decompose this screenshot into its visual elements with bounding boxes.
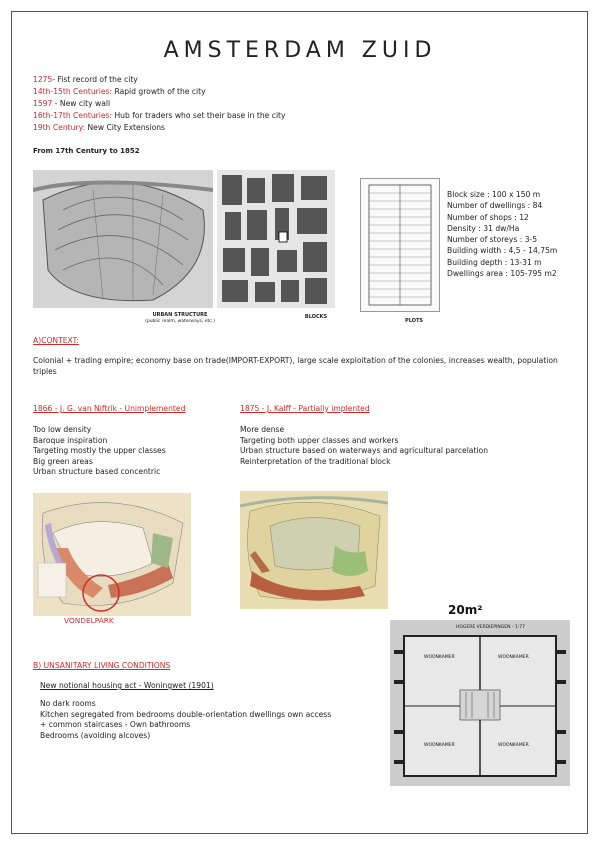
list-item: Big green areas (33, 456, 93, 466)
plan-1875-heading: 1875 - J. Kalff - Partially implented (240, 404, 370, 413)
room-label: WOONKAMER (424, 743, 455, 748)
plan-1866-map (33, 493, 191, 616)
list-item: Reinterpretation of the traditional block (240, 456, 391, 466)
timeline-date: 1275 (33, 75, 53, 84)
list-item: Kitchen segregated from bedrooms double-orientation dwellings own access (40, 709, 332, 719)
list-item: + common staircases - Own bathrooms (40, 720, 191, 729)
context-text: Colonial + trading empire; economy base on trade(IMPORT-EXPORT), large scale exploitation of the colonies, increases wealth, population triples (33, 356, 558, 376)
list-item: Targeting mostly the upper classes (33, 446, 166, 455)
plan-1866-points (33, 425, 233, 478)
urban-subcaption: (public realm, waterways, etc.) (145, 319, 215, 324)
plots-caption: PLOTS (405, 318, 423, 324)
timeline-item (33, 110, 286, 122)
blocks-caption: BLOCKS (304, 314, 328, 320)
stat-line: Building width : 4,5 - 14,75m (447, 246, 558, 256)
stat-line: Number of dwellings : 84 (447, 201, 543, 211)
vondelpark-label: VONDELPARK (64, 616, 114, 625)
list-item: More dense (240, 425, 285, 434)
timeline-text: Hub for traders who set their base in the city (112, 111, 286, 120)
context-heading: A)CONTEXT: (33, 336, 79, 345)
stat-line: Building depth : 13-31 m (447, 257, 542, 267)
floor-plan (390, 620, 570, 786)
floor-plan-area: 20m² (448, 603, 483, 617)
timeline-item (33, 122, 165, 134)
unsanitary-heading: B) UNSANITARY LIVING CONDITIONS (33, 661, 171, 670)
list-item: Targeting both upper classes and workers (240, 435, 399, 445)
timeline-date: 16th-17th Centuries: (33, 111, 113, 120)
floor-plan-header: HOGERE VERDIEPINGEN - 1:77 (456, 625, 526, 630)
period-heading: From 17th Century to 1852 (33, 147, 140, 155)
list-item: Too low density (33, 425, 92, 434)
stat-line: Number of storeys : 3-5 (447, 235, 538, 245)
unsanitary-list (40, 699, 385, 741)
plan-1875-map (240, 491, 388, 609)
room-label: WOONKAMER (498, 655, 529, 660)
timeline-date: 19th Century: (33, 123, 86, 132)
timeline-text: - Fist record of the city (52, 75, 138, 84)
page-title: AMSTERDAM ZUID (163, 38, 437, 63)
timeline-date: 1597 (33, 99, 53, 108)
timeline-item (33, 98, 110, 110)
list-item: Urban structure based on waterways and agricultural parcelation (240, 446, 489, 455)
stat-line: Block size : 100 x 150 m (447, 190, 541, 199)
timeline-text: - New city wall (52, 99, 111, 108)
list-item: Urban structure based concentric (33, 467, 161, 476)
stat-line: Number of shops : 12 (447, 212, 529, 222)
list-item: No dark rooms (40, 699, 96, 708)
plan-1875-points (240, 425, 570, 467)
timeline-item (33, 86, 206, 98)
timeline-date: 14th-15th Centuries: (33, 87, 113, 96)
plots-drawing (360, 178, 440, 312)
list-item: Baroque inspiration (33, 435, 108, 445)
timeline-text: Rapid growth of the city (112, 87, 206, 96)
stat-line: Dwellings area : 105-795 m2 (447, 269, 557, 279)
urban-structure-map (33, 170, 213, 308)
timeline-item (33, 74, 138, 86)
urban-caption: URBAN STRUCTURE (152, 312, 208, 318)
housing-act-heading: New notional housing act - Woningwet (1901) (40, 681, 214, 690)
list-item: Bedrooms (avoiding alcoves) (40, 730, 151, 740)
plan-1866-heading: 1866 - J. G. van Niftrik - Unimplemented (33, 404, 186, 413)
stat-line: Density : 31 dw/Ha (447, 223, 520, 233)
timeline-text: New City Extensions (85, 123, 166, 132)
room-label: WOONKAMER (424, 655, 455, 660)
block-stats (447, 189, 557, 279)
room-label: WOONKAMER (498, 743, 529, 748)
blocks-map (217, 170, 335, 308)
